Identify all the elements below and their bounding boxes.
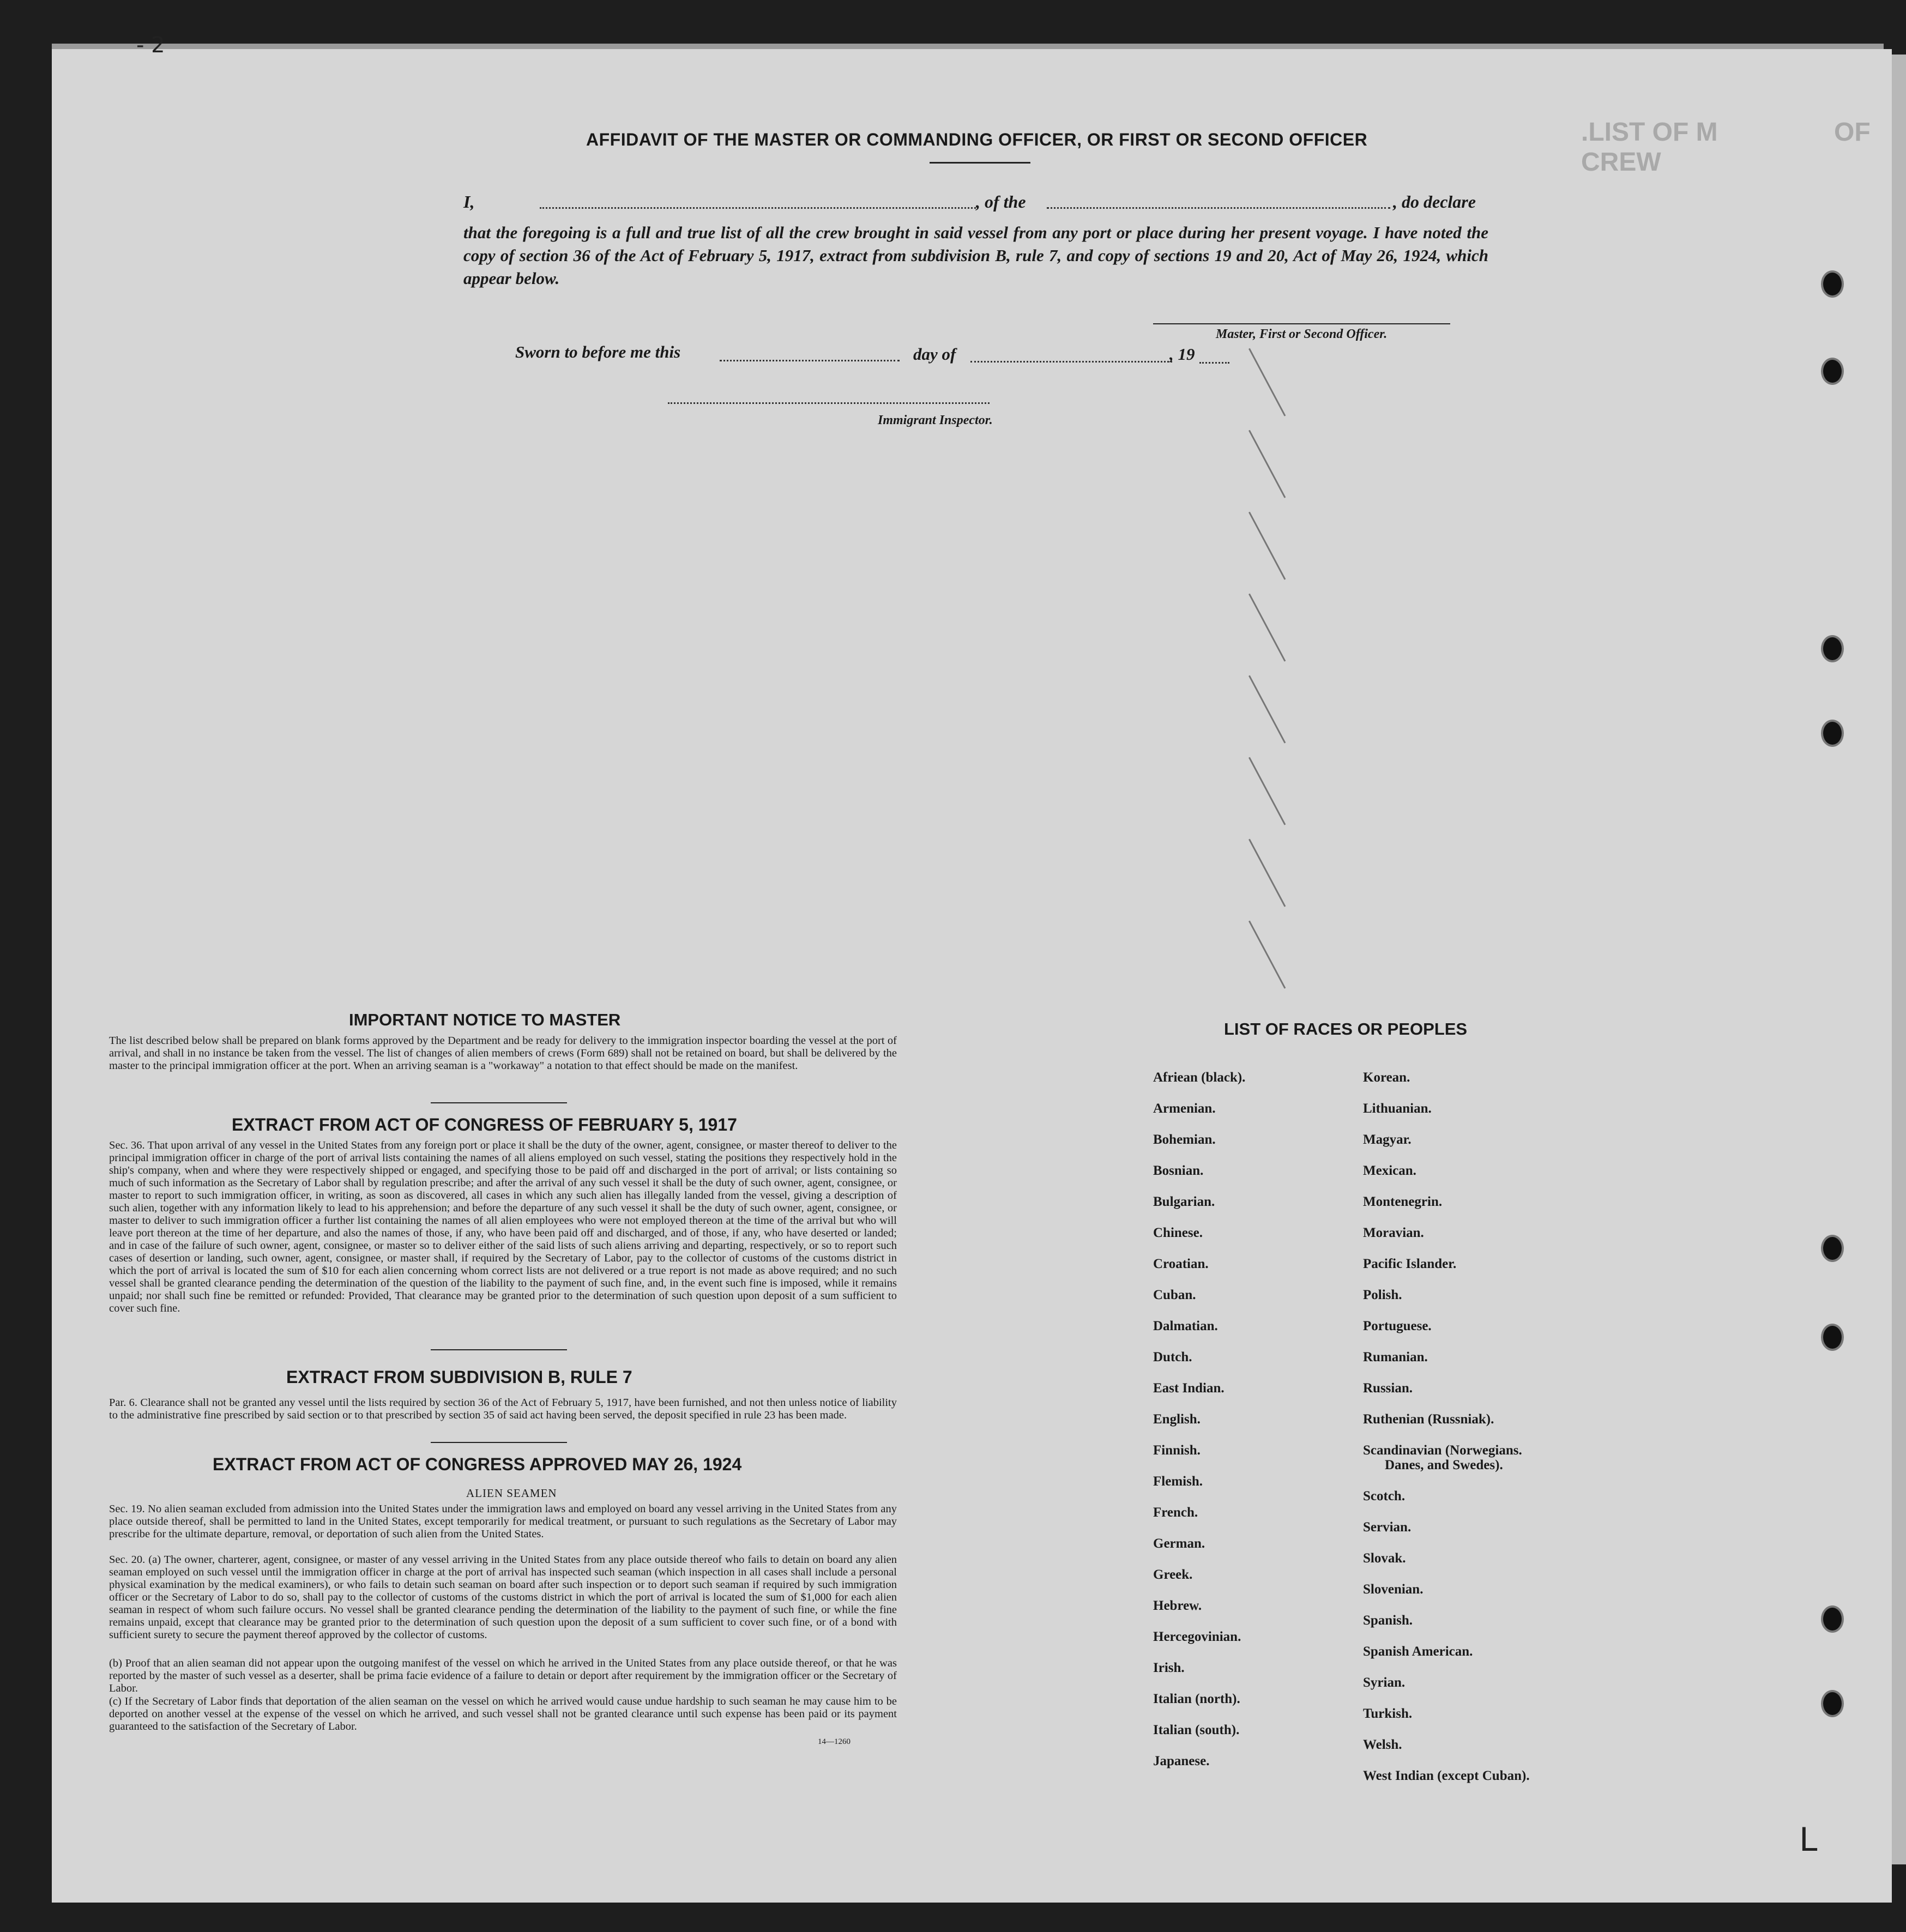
race-list-item: Japanese.: [1153, 1754, 1210, 1768]
punch-hole: [1821, 1605, 1844, 1633]
do-declare-label: , do declare: [1393, 192, 1476, 212]
subdivision-b-title: EXTRACT FROM SUBDIVISION B, RULE 7: [286, 1367, 632, 1387]
race-list-item: Dutch.: [1153, 1350, 1192, 1365]
sworn-year-field[interactable]: [1199, 362, 1229, 364]
extract-1924-title: EXTRACT FROM ACT OF CONGRESS APPROVED MAY 26, 1924: [213, 1454, 742, 1474]
race-list-item: Scotch.: [1363, 1489, 1406, 1504]
race-list-item: Polish.: [1363, 1288, 1402, 1302]
divider: [930, 162, 1030, 164]
form-number: 14—1260: [818, 1737, 851, 1746]
of-the-label: , of the: [976, 192, 1026, 212]
race-list-item: West Indian (except Cuban).: [1363, 1768, 1530, 1783]
affidavit-title: AFFIDAVIT OF THE MASTER OR COMMANDING OFFICER, OR FIRST OR SECOND OFFICER: [586, 130, 1368, 149]
affidavit-body: that the foregoing is a full and true list of all the crew brought in said vessel from any port or place during her present voyage. I have noted the copy of section 36 of the Act of February 5, 1917, extract from subdivision B, rule 7, and copy of sections 19 and 20, Act of May 26, 1924, which appear below.: [463, 223, 1488, 288]
race-list-item: Chinese.: [1153, 1225, 1203, 1240]
race-list-item: Slovak.: [1363, 1551, 1406, 1566]
race-list-item: Greek.: [1153, 1567, 1193, 1582]
race-list-item: Finnish.: [1153, 1443, 1201, 1458]
notice-title: IMPORTANT NOTICE TO MASTER: [349, 1010, 621, 1029]
race-list-item: Lithuanian.: [1363, 1101, 1432, 1116]
race-list-item: French.: [1153, 1505, 1198, 1520]
divider: [431, 1102, 567, 1103]
race-list-item: Spanish.: [1363, 1613, 1413, 1628]
divider: [431, 1442, 567, 1443]
notice-body: The list described below shall be prepared on blank forms approved by the Department and be ready for delivery to the immigration inspector boarding the vessel at the port of arrival, and shall in no instance be taken from the vessel. The list of changes of alien members of crews (Form 689) shall not be retained on board, but shall be delivered by the master to the principal immigration officer at the port. When an arriving seaman is a "workaway" a notation to that effect should be made on the manifest.: [109, 1035, 897, 1072]
punch-hole: [1821, 1324, 1844, 1351]
race-list-item: Servian.: [1363, 1520, 1412, 1535]
divider: [431, 1349, 567, 1350]
race-list-item: Russian.: [1363, 1381, 1413, 1396]
bleed-through-row: [1265, 431, 1272, 445]
race-list-item: Mexican.: [1363, 1163, 1416, 1178]
master-signature-line[interactable]: [1153, 323, 1450, 324]
master-signature-label: Master, First or Second Officer.: [1216, 327, 1388, 341]
race-list-item: Rumanian.: [1363, 1350, 1428, 1365]
race-list-item: Ruthenian (Russniak).: [1363, 1412, 1494, 1427]
race-list-item: Afriean (black).: [1153, 1070, 1246, 1085]
section-20b-text: (b) Proof that an alien seaman did not appear upon the outgoing manifest of the vessel on which he arrived in the United States from any place outside thereof, or that he was reported by the master of such vessel as a deserter, shall be prima facie evidence of a failure to detain or deport after requirement by the immigration officer or the Secretary of Labor.: [109, 1657, 897, 1694]
race-list-item: Italian (south).: [1153, 1723, 1240, 1737]
extract-1917-title: EXTRACT FROM ACT OF CONGRESS OF FEBRUARY 5, 1917: [232, 1115, 737, 1134]
races-column-2: [1363, 1070, 1530, 1800]
extract-1917-body: Sec. 36. That upon arrival of any vessel in the United States from any foreign port or place it shall be the duty of the owner, agent, consignee, or master thereof to deliver to the principal immigration officer in charge of the port of arrival lists containing the names of all aliens employed on such vessel, stating the positions they respectively hold in the ship's company, when and where they were respectively shipped or engaged, and specifying those to be paid off and discharged in the port of arrival; or lists containing so much of such information as the Secretary of Labor shall by regulation prescribe; and after the arrival of any such vessel it shall be the duty of such owner, agent, consignee, or master to report to such immigration officer, in writing, as soon as discovered, all cases in which any such alien has illegally landed from the vessel, giving a description of such alien, together with any information likely to lead to his apprehension; and before the departure of any such vessel it shall be the duty of such owner, agent, consignee, or master to deliver to such immigration officer a further list containing the names of all alien employees who were not employed thereon at the time of the arrival but who will leave port thereon at the time of her departure, and also the names of those, if any, who have been paid off and discharged, and of those, if any, who have deserted or landed; and in case of the failure of such owner, agent, consignee, or master so to deliver either of the said lists of such aliens arriving and departing, respectively, or so to report such cases of desertion or landing, such owner, agent, consignee, or master shall, if required by the Secretary of Labor, pay to the collector of customs of the customs district in which the port of arrival is located the sum of $10 for each alien concerning whom correct lists are not delivered or a true report is not made as above required; and no such vessel shall be granted clearance pending the determination of the question of the liability to the payment of such fine, and, in the event such fine is imposed, while it remains unpaid; nor shall such fine be remitted or refunded: Provided, That clearance may be granted prior to the determination of such question upon deposit of a sum sufficient to cover such fine.: [109, 1139, 897, 1314]
section-20a-text: Sec. 20. (a) The owner, charterer, agent, consignee, or master of any vessel arriving in the United States from any place outside thereof who fails to detain on board any alien seaman employed on such vessel until the immigration officer in charge at the port of arrival has inspected such seaman (which inspection in all cases shall include a personal physical examination by the medical examiners), or who fails to detain such seaman on board after such inspection or to deport such seaman if required by such immigration officer or the Secretary of Labor to do so, shall pay to the collector of customs of the customs district in which the port of arrival is located the sum of $1,000 for each alien seaman in respect of whom such failure occurs. No vessel shall be granted clearance pending the determination of the liability to the payment of such fine, or while the fine remains unpaid, except that clearance may be granted prior to the determination of such question upon the deposit of a sum sufficient to cover such fine, or of a bond with sufficient surety to secure the payment thereof approved by the collector of customs.: [109, 1554, 897, 1641]
punch-hole: [1821, 720, 1844, 747]
day-of-label: day of: [913, 345, 956, 364]
vessel-field-line[interactable]: [1047, 207, 1390, 209]
punch-hole: [1821, 1235, 1844, 1262]
punch-hole: [1821, 270, 1844, 298]
bleed-through-heading: .LIST OF M OF CREW: [1581, 118, 1871, 177]
race-list-item: Scandinavian (Norwegians.: [1363, 1443, 1522, 1458]
race-list-item: Korean.: [1363, 1070, 1410, 1085]
subdivision-b-body: Par. 6. Clearance shall not be granted any vessel until the lists required by section 36 of the Act of February 5, 1917, have been furnished, and not then unless notice of liability to the administrative fine prescribed by said section or to that prescribed by section 35 of said act having been served, the deposit specified in rule 23 has been made.: [109, 1397, 897, 1421]
punch-hole: [1821, 358, 1844, 385]
corner-annotation: - 2: [136, 33, 165, 58]
race-list-item: Montenegrin.: [1363, 1194, 1443, 1209]
race-list-item: Turkish.: [1363, 1706, 1413, 1721]
corner-annotation: L: [1799, 1821, 1818, 1859]
alien-seamen-subtitle: ALIEN SEAMEN: [466, 1487, 557, 1500]
race-list-item: Irish.: [1153, 1661, 1185, 1675]
sworn-month-field[interactable]: [970, 361, 1172, 363]
race-list-item: Bosnian.: [1153, 1163, 1204, 1178]
race-list-item: Welsh.: [1363, 1737, 1402, 1752]
year-prefix: , 19: [1169, 345, 1195, 364]
race-list-item: Hebrew.: [1153, 1598, 1202, 1613]
sworn-day-field[interactable]: [720, 360, 900, 361]
race-list-item: Italian (north).: [1153, 1692, 1240, 1706]
race-list-item: Cuban.: [1153, 1288, 1196, 1302]
race-list-item: East Indian.: [1153, 1381, 1225, 1396]
race-list-item: Pacific Islander.: [1363, 1257, 1457, 1271]
race-list-item: Slovenian.: [1363, 1582, 1424, 1597]
punch-hole: [1821, 635, 1844, 662]
race-list-item: Danes, and Swedes).: [1385, 1458, 1503, 1472]
race-list-item: English.: [1153, 1412, 1201, 1427]
punch-hole: [1821, 1690, 1844, 1717]
race-list-item: Hercegovinian.: [1153, 1629, 1241, 1644]
race-list-item: Portuguese.: [1363, 1319, 1432, 1333]
race-list-item: Flemish.: [1153, 1474, 1203, 1489]
section-19-text: Sec. 19. No alien seaman excluded from admission into the United States under the immigration laws and employed on board any vessel arriving in the United States from any place outside thereof, shall be permitted to land in the United States, except temporarily for medical treatment, or pursuant to such regulations as the Secretary of Labor may prescribe for the ultimate departure, removal, or deportation of such alien from the United States.: [109, 1503, 897, 1540]
race-list-item: Bohemian.: [1153, 1132, 1216, 1147]
sworn-text: Sworn to before me this: [515, 342, 681, 361]
races-column-1: [1153, 1070, 1245, 1785]
race-list-item: German.: [1153, 1536, 1205, 1551]
race-list-item: Croatian.: [1153, 1257, 1209, 1271]
name-field-line[interactable]: [540, 207, 976, 209]
race-list-item: Bulgarian.: [1153, 1194, 1215, 1209]
affidavit-i-label: I,: [463, 192, 475, 212]
race-list-item: Moravian.: [1363, 1225, 1424, 1240]
race-list-item: Syrian.: [1363, 1675, 1406, 1690]
race-list-item: Armenian.: [1153, 1101, 1216, 1116]
race-list-item: Dalmatian.: [1153, 1319, 1218, 1333]
inspector-signature-line[interactable]: [668, 402, 990, 404]
section-20c-text: (c) If the Secretary of Labor finds that deportation of the alien seaman on the vessel on which he arrived would cause undue hardship to such seaman he may cause him to be deported on another vessel at the expense of the vessel on which he arrived, and such vessel shall not be granted clearance until such expense has been paid or its payment guaranteed to the satisfaction of the Secretary of Labor.: [109, 1695, 897, 1732]
race-list-item: Magyar.: [1363, 1132, 1412, 1147]
races-title: LIST OF RACES OR PEOPLES: [1224, 1019, 1468, 1039]
inspector-label: Immigrant Inspector.: [878, 413, 993, 427]
race-list-item: Spanish American.: [1363, 1644, 1473, 1659]
